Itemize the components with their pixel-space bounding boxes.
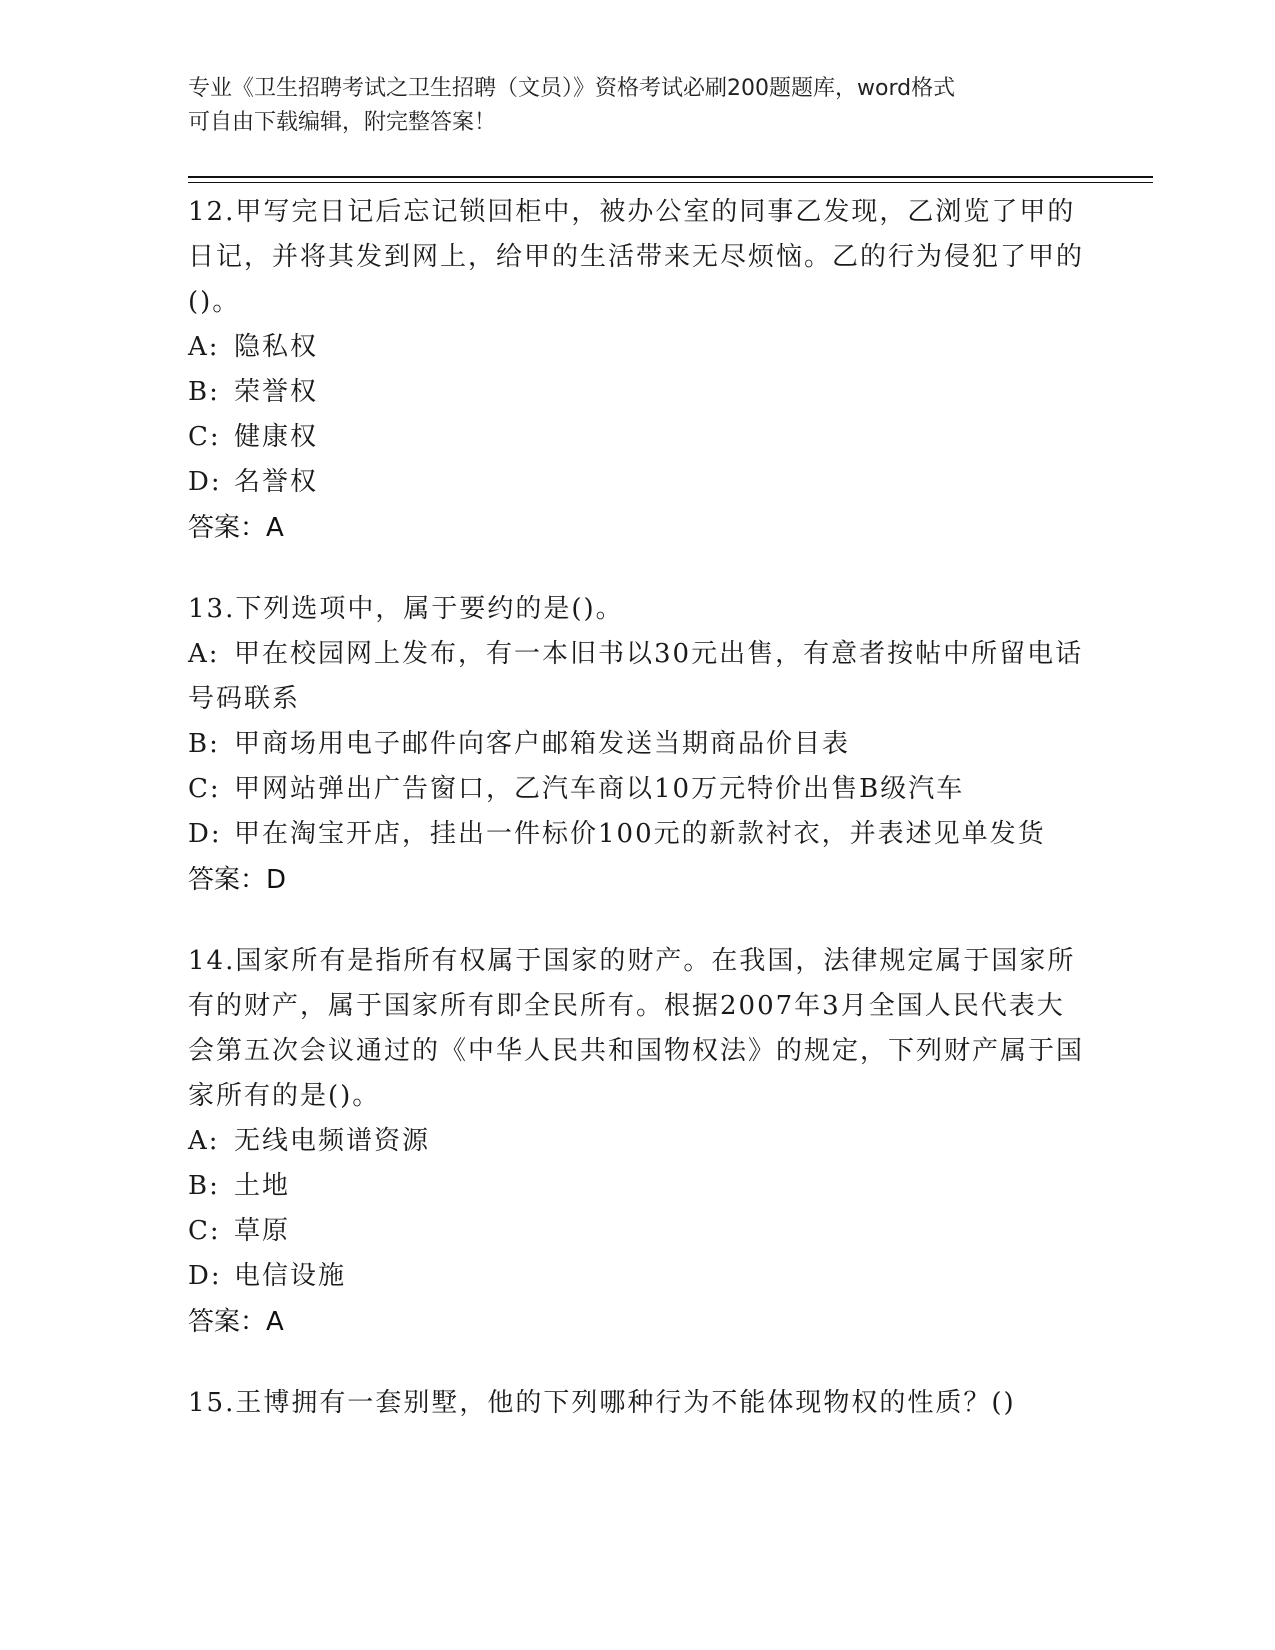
question-text: 12.甲写完日记后忘记锁回柜中，被办公室的同事乙发现，乙浏览了甲的日记，并将其发到网上，给甲的生活带来无尽烦恼。乙的行为侵犯了甲的()。	[188, 197, 1085, 317]
option-text: 隐私权	[234, 332, 319, 362]
option-text: 甲网站弹出广告窗口，乙汽车商以10万元特价出售B级汽车	[234, 774, 965, 804]
option-text: 健康权	[234, 422, 319, 452]
answer-label: 答案：A	[188, 1307, 284, 1337]
option-d	[188, 460, 1088, 505]
question-14	[188, 939, 1088, 1345]
option-a	[188, 325, 1088, 370]
question-text: 14.国家所有是指所有权属于国家的财产。在我国，法律规定属于国家所有的财产，属于国家所有即全民所有。根据2007年3月全国人民代表大会第五次会议通过的《中华人民共和国物权法》的规定，下列财产属于国家所有的是()。	[188, 946, 1085, 1111]
header-line-1: 专业《卫生招聘考试之卫生招聘（文员）》资格考试必刷200题题库，word格式	[188, 76, 956, 101]
option-letter: C:	[188, 774, 221, 804]
option-letter: C:	[188, 422, 221, 452]
header-divider-thick	[188, 176, 1153, 178]
option-letter: B:	[188, 729, 220, 759]
option-letter: B:	[188, 377, 220, 407]
option-letter: A:	[188, 639, 220, 669]
option-c	[188, 415, 1088, 460]
option-c	[188, 767, 1088, 812]
header-divider-thin	[188, 182, 1153, 183]
document-header	[188, 72, 1068, 140]
option-text: 甲在校园网上发布，有一本旧书以30元出售，有意者按帖中所留电话号码联系	[188, 639, 1084, 714]
option-d	[188, 1254, 1088, 1299]
answer-label: 答案：D	[188, 865, 287, 895]
option-b	[188, 1164, 1088, 1209]
question-12	[188, 190, 1088, 551]
option-text: 无线电频谱资源	[234, 1126, 431, 1156]
header-line-2: 可自由下载编辑，附完整答案！	[188, 110, 497, 135]
option-text: 草原	[234, 1216, 291, 1246]
option-text: 荣誉权	[234, 377, 319, 407]
option-letter: D:	[188, 1261, 222, 1291]
option-a	[188, 632, 1088, 722]
option-text: 甲商场用电子邮件向客户邮箱发送当期商品价目表	[234, 729, 851, 759]
option-text: 名誉权	[234, 467, 319, 497]
option-text: 土地	[234, 1171, 291, 1201]
option-letter: A:	[188, 332, 220, 362]
option-b	[188, 722, 1088, 767]
question-list	[188, 190, 1088, 1462]
question-text: 15.王博拥有一套别墅，他的下列哪种行为不能体现物权的性质？()	[188, 1388, 1016, 1418]
option-letter: D:	[188, 819, 222, 849]
option-d	[188, 812, 1088, 857]
question-13	[188, 587, 1088, 903]
option-b	[188, 370, 1088, 415]
option-letter: B:	[188, 1171, 220, 1201]
question-text: 13.下列选项中，属于要约的是()。	[188, 594, 624, 624]
option-letter: A:	[188, 1126, 220, 1156]
answer-label: 答案：A	[188, 513, 284, 543]
option-c	[188, 1209, 1088, 1254]
option-letter: C:	[188, 1216, 221, 1246]
option-a	[188, 1119, 1088, 1164]
option-letter: D:	[188, 467, 222, 497]
option-text: 电信设施	[234, 1261, 347, 1291]
option-text: 甲在淘宝开店，挂出一件标价100元的新款衬衣，并表述见单发货	[234, 819, 1046, 849]
question-15	[188, 1381, 1088, 1426]
